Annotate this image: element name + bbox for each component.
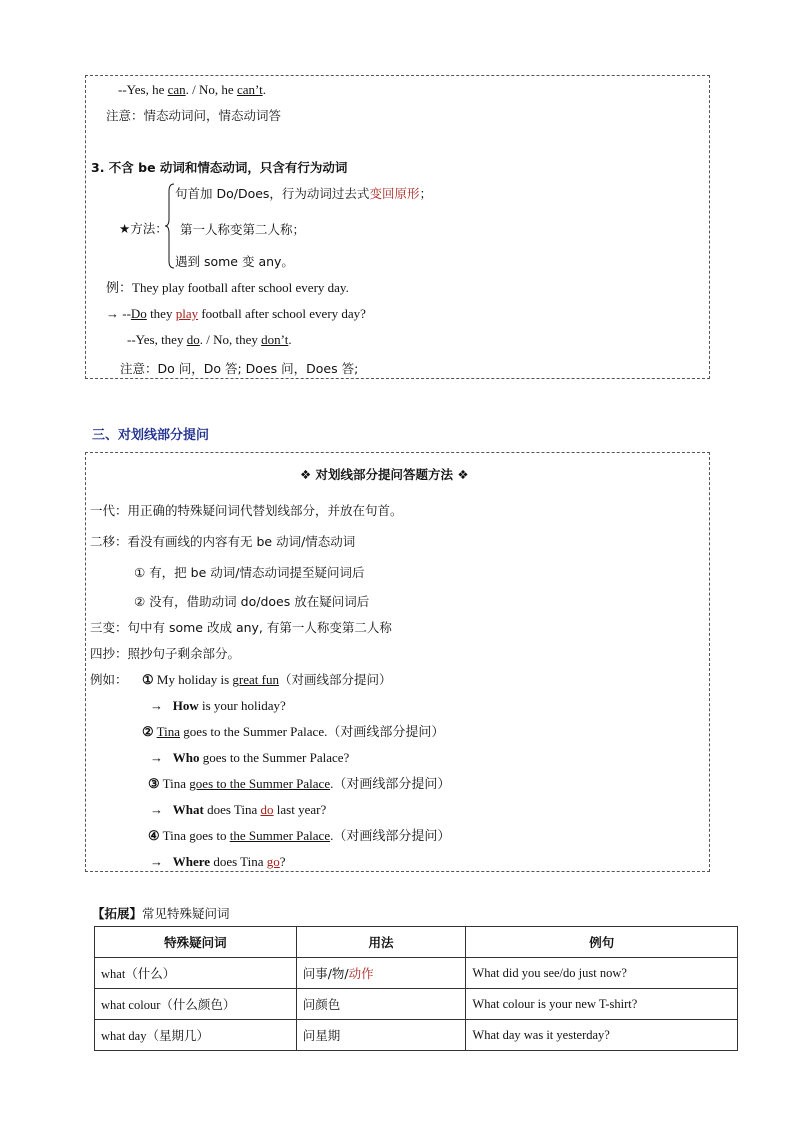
example-label: 例如： xyxy=(90,672,128,687)
cell-usage: 问星期 xyxy=(296,1020,466,1051)
example-answer: --Yes, they do. / No, they don’t. xyxy=(127,332,292,347)
method-rule-1: 句首加 Do/Does，行为动词过去式变回原形； xyxy=(175,186,432,201)
answer-2: → Who goes to the Summer Palace? xyxy=(150,750,350,765)
step-3: 三变：句中有 some 改成 any, 有第一人称变第二人称 xyxy=(90,620,392,635)
example-sentence: 例：They play football after school every day. xyxy=(106,280,349,295)
table-row xyxy=(95,989,738,1020)
note-modal-verbs: 注意：情态动词问，情态动词答 xyxy=(106,108,282,123)
cell-word: what day（星期几） xyxy=(95,1020,297,1051)
method-heading: ❖ 对划线部分提问答题方法 ❖ xyxy=(300,467,469,482)
method-rule-3: 遇到 some 变 any。 xyxy=(175,254,294,269)
header-usage: 用法 xyxy=(296,927,466,958)
step-2a: ① 有，把 be 动词/情态动词提至疑问词后 xyxy=(134,565,365,580)
cell-word: what colour（什么颜色） xyxy=(95,989,297,1020)
table-row xyxy=(95,1020,738,1051)
step-2b: ② 没有，借助动词 do/does 放在疑问词后 xyxy=(134,594,370,609)
cell-example: What colour is your new T-shirt? xyxy=(466,989,738,1020)
cell-usage: 问事/物/动作 xyxy=(296,958,466,989)
header-example: 例句 xyxy=(466,927,738,958)
question-words-table xyxy=(94,926,738,1051)
answer-1: → How is your holiday? xyxy=(150,698,286,713)
step-1: 一代：用正确的特殊疑问词代替划线部分，并放在句首。 xyxy=(90,503,403,518)
answer-3: → What does Tina do last year? xyxy=(150,802,327,817)
cell-word: what（什么） xyxy=(95,958,297,989)
step-4: 四抄：照抄句子剩余部分。 xyxy=(90,646,241,661)
expand-label: 【拓展】常见特殊疑问词 xyxy=(92,906,230,921)
method-rule-2: 第一人称变第二人称； xyxy=(180,222,306,237)
example-3: ③ Tina goes to the Summer Palace.（对画线部分提问） xyxy=(148,776,451,791)
method-label: ★方法： xyxy=(119,221,168,236)
header-question-word: 特殊疑问词 xyxy=(95,927,297,958)
example-4: ④ Tina goes to the Summer Palace.（对画线部分提问） xyxy=(148,828,451,843)
example-1: ① My holiday is great fun（对画线部分提问） xyxy=(142,672,392,687)
cell-example: What day was it yesterday? xyxy=(466,1020,738,1051)
answer-4: → Where does Tina go? xyxy=(150,854,286,869)
table-header-row xyxy=(95,927,738,958)
rule-3-heading: 3. 不含 be 动词和情态动词，只含有行为动词 xyxy=(91,160,348,175)
note-do-does: 注意：Do 问，Do 答; Does 问，Does 答; xyxy=(120,361,359,376)
step-2: 二移：看没有画线的内容有无 be 动词/情态动词 xyxy=(90,534,356,549)
yes-no-answer-can: --Yes, he can. / No, he can’t. xyxy=(118,82,266,97)
table-row xyxy=(95,958,738,989)
example-question: → --Do they play football after school every day? xyxy=(106,306,366,321)
section-title: 三、对划线部分提问 xyxy=(92,428,210,443)
cell-example: What did you see/do just now? xyxy=(466,958,738,989)
example-2: ② Tina goes to the Summer Palace.（对画线部分提问） xyxy=(142,724,445,739)
cell-usage: 问颜色 xyxy=(296,989,466,1020)
